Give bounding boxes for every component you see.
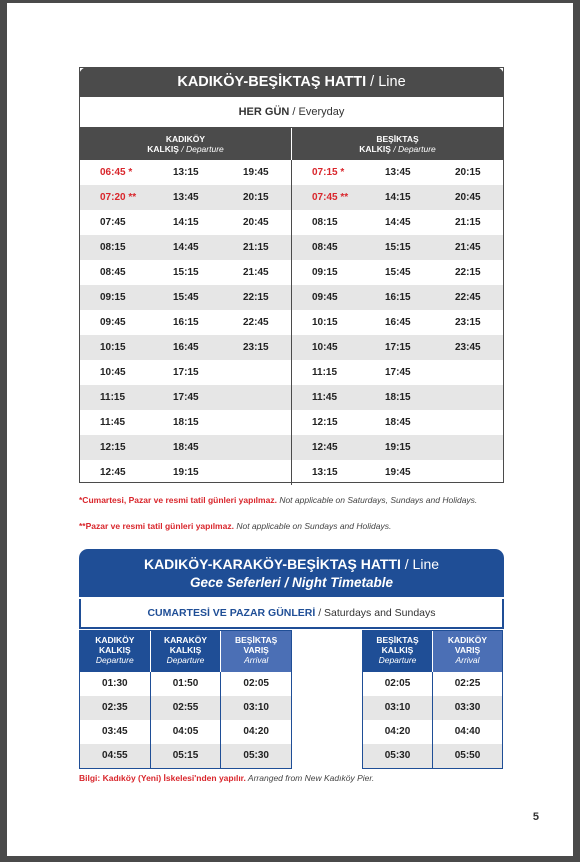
header-station: BEŞİKTAŞ (376, 635, 419, 645)
table-row (363, 744, 502, 768)
kadikoy-departure-header (80, 128, 291, 160)
time-cell: 21:15 (455, 217, 481, 228)
table-row (292, 385, 503, 410)
header-type: KALKIŞ (169, 645, 202, 655)
night-table-title (79, 549, 504, 597)
time-cell: 02:05 (220, 672, 291, 696)
table-row (292, 210, 503, 235)
column-header (432, 631, 502, 672)
night-days-header (79, 599, 504, 629)
page (7, 3, 573, 856)
time-cell: 02:55 (150, 696, 221, 720)
time-cell: 03:45 (102, 726, 128, 737)
info-note (79, 772, 499, 784)
time-cell: 07:15 * (312, 167, 345, 178)
time-cell: 10:45 (100, 367, 126, 378)
time-cell: 08:45 (312, 242, 338, 253)
time-cell: 06:45 * (100, 167, 133, 178)
table-row (292, 285, 503, 310)
header-en: Departure (166, 655, 205, 665)
table-row (80, 260, 291, 285)
time-cell: 04:40 (432, 720, 502, 744)
time-cell: 15:15 (385, 242, 411, 253)
page-number: 5 (532, 811, 539, 823)
kadikoy-night-block (79, 630, 292, 769)
time-cell: 23:15 (243, 342, 269, 353)
besiktas-night-block (362, 630, 503, 769)
time-cell: 14:15 (173, 217, 199, 228)
table-row (80, 460, 291, 485)
header-type: KALKIŞ (381, 645, 414, 655)
time-cell: 13:45 (385, 167, 411, 178)
header-type: VARIŞ (454, 645, 481, 655)
column-header (80, 631, 150, 672)
time-cell: 04:20 (220, 720, 291, 744)
time-cell (222, 460, 291, 485)
time-cell: 12:45 (100, 467, 126, 478)
table-row (292, 185, 503, 210)
table-row (292, 260, 503, 285)
footnote-en: Not applicable on Saturdays, Sundays and Holidays. (276, 495, 478, 505)
days-en: / Saturdays and Sundays (315, 607, 436, 619)
time-cell: 15:45 (173, 292, 199, 303)
besiktas-departure-times (291, 160, 503, 485)
time-cell: 05:50 (432, 744, 502, 768)
header-en: Arrival (455, 655, 480, 665)
time-cell: 05:30 (220, 744, 291, 768)
column-header (150, 631, 221, 672)
time-cell: 09:15 (312, 267, 338, 278)
time-cell: 19:45 (243, 167, 269, 178)
time-cell: 20:45 (243, 217, 269, 228)
time-cell: 17:45 (385, 367, 411, 378)
time-cell: 04:20 (384, 726, 411, 737)
time-cell: 16:45 (385, 317, 411, 328)
table-row (80, 235, 291, 260)
time-cell: 07:45 (100, 217, 126, 228)
time-cell: 14:15 (385, 192, 411, 203)
table-row (292, 460, 503, 485)
time-cell: 22:15 (455, 267, 481, 278)
column-header (363, 631, 432, 672)
time-cell: 21:15 (243, 242, 269, 253)
time-cell: 03:30 (432, 696, 502, 720)
night-title-tr: KADIKÖY-KARAKÖY-BEŞİKTAŞ HATTI (143, 556, 401, 572)
time-cell: 14:45 (385, 217, 411, 228)
time-cell: 05:30 (384, 750, 411, 761)
kadikoy-departure-times (80, 160, 291, 485)
time-cell: 02:35 (102, 702, 128, 713)
time-cell: 18:45 (173, 442, 199, 453)
time-cell: 23:45 (455, 342, 481, 353)
table-row (80, 285, 291, 310)
table-row (80, 696, 291, 720)
time-cell: 21:45 (455, 242, 481, 253)
time-cell: 18:45 (385, 417, 411, 428)
time-cell: 14:45 (173, 242, 199, 253)
table-row (292, 310, 503, 335)
time-cell: 01:50 (150, 672, 221, 696)
time-cell: 18:15 (173, 417, 199, 428)
time-cell: 19:15 (385, 442, 411, 453)
time-cell: 22:15 (243, 292, 269, 303)
time-cell: 16:15 (173, 317, 199, 328)
header-kalkis: KALKIŞ (147, 144, 179, 154)
time-cell: 10:15 (100, 342, 126, 353)
days-tr: CUMARTESİ VE PAZAR GÜNLERİ (147, 607, 316, 619)
table-row (80, 210, 291, 235)
time-cell: 04:05 (150, 720, 221, 744)
time-cell (434, 410, 503, 435)
subheader-tr: HER GÜN (238, 106, 290, 118)
footnote-tr: *Cumartesi, Pazar ve resmi tatil günleri yapılmaz. (79, 495, 277, 505)
table-row (292, 335, 503, 360)
header-station: KADIKÖY (447, 635, 488, 645)
header-station: BEŞİKTAŞ (376, 134, 419, 144)
table-title-tr: KADIKÖY-BEŞİKTAŞ HATTI (177, 74, 367, 90)
table-row (292, 160, 503, 185)
time-cell: 12:15 (100, 442, 126, 453)
header-station: KADIKÖY (165, 134, 206, 144)
time-cell: 19:15 (173, 467, 199, 478)
time-cell (434, 385, 503, 410)
table-row (292, 435, 503, 460)
time-cell: 13:45 (173, 192, 199, 203)
table-row (80, 185, 291, 210)
table-row (80, 335, 291, 360)
table-row (363, 720, 502, 744)
header-kalkis: KALKIŞ (359, 144, 391, 154)
time-cell: 11:45 (100, 417, 126, 428)
subheader-en: / Everyday (289, 106, 345, 118)
time-cell: 18:15 (385, 392, 411, 403)
header-type: VARIŞ (243, 645, 269, 655)
table-row (80, 720, 291, 744)
table-title-en: / Line (366, 74, 406, 90)
header-station: KADIKÖY (95, 635, 135, 645)
time-cell (434, 435, 503, 460)
time-cell: 08:45 (100, 267, 126, 278)
time-cell: 02:25 (432, 672, 502, 696)
table-row (363, 696, 502, 720)
time-cell: 23:15 (455, 317, 481, 328)
time-cell: 13:15 (312, 467, 338, 478)
time-cell: 09:45 (312, 292, 338, 303)
besiktas-departure-header (291, 128, 503, 160)
time-cell (222, 435, 291, 460)
header-station: KARAKÖY (164, 635, 207, 645)
footnote-saturday (79, 494, 499, 506)
time-cell: 03:10 (384, 702, 411, 713)
time-cell: 09:45 (100, 317, 126, 328)
time-cell: 13:15 (173, 167, 199, 178)
table-row (80, 360, 291, 385)
time-cell: 20:15 (243, 192, 269, 203)
time-cell: 21:45 (243, 267, 269, 278)
table-row (80, 310, 291, 335)
time-cell: 10:15 (312, 317, 338, 328)
time-cell: 15:45 (385, 267, 411, 278)
header-en: / Departure (178, 144, 224, 154)
time-cell: 16:45 (173, 342, 199, 353)
table-row (80, 744, 291, 768)
time-cell: 10:45 (312, 342, 338, 353)
info-en: Arranged from New Kadıköy Pier. (245, 773, 375, 783)
time-cell: 17:15 (385, 342, 411, 353)
time-cell: 11:15 (100, 392, 126, 403)
time-cell: 08:15 (312, 217, 338, 228)
header-en: Arrival (244, 655, 269, 665)
time-cell: 12:45 (312, 442, 338, 453)
column-headers (80, 128, 503, 160)
column-header (220, 631, 291, 672)
time-cell: 20:15 (455, 167, 481, 178)
time-cell: 07:20 ** (100, 192, 137, 203)
time-cell: 16:15 (385, 292, 411, 303)
night-title-en: / Line (400, 556, 440, 572)
info-tr: Bilgi: Kadıköy (Yeni) İskelesi'nden yapılır. (79, 773, 246, 783)
footnote-tr: **Pazar ve resmi tatil günleri yapılmaz. (79, 521, 234, 531)
table-row (80, 385, 291, 410)
time-cell: 22:45 (455, 292, 481, 303)
time-cell (222, 385, 291, 410)
time-cell: 11:15 (312, 367, 338, 378)
kadikoy-besiktas-table (79, 67, 504, 483)
header-type: KALKIŞ (99, 645, 131, 655)
header-en: / Departure (390, 144, 436, 154)
time-cell: 05:15 (150, 744, 221, 768)
time-cell: 01:30 (102, 678, 128, 689)
table-row (363, 672, 502, 696)
time-cell: 12:15 (312, 417, 338, 428)
time-cell: 17:45 (173, 392, 199, 403)
table-row (80, 410, 291, 435)
time-cell: 19:45 (385, 467, 411, 478)
table-row (292, 410, 503, 435)
footnote-en: Not applicable on Sundays and Holidays. (233, 521, 392, 531)
time-cell (434, 460, 503, 485)
time-cell: 02:05 (384, 678, 411, 689)
table-title (79, 67, 504, 97)
table-row (292, 360, 503, 385)
table-row (80, 435, 291, 460)
time-cell: 03:10 (220, 696, 291, 720)
table-row (80, 672, 291, 696)
header-en: Departure (378, 655, 417, 665)
time-cell: 04:55 (102, 750, 128, 761)
header-en: Departure (95, 655, 134, 665)
table-row (80, 160, 291, 185)
time-cell (222, 360, 291, 385)
time-cell: 07:45 ** (312, 192, 349, 203)
time-cell (434, 360, 503, 385)
time-cell: 17:15 (173, 367, 199, 378)
time-cell: 20:45 (455, 192, 481, 203)
table-subheader (80, 97, 503, 128)
time-cell: 08:15 (100, 242, 126, 253)
table-row (292, 235, 503, 260)
night-subtitle: Gece Seferleri / Night Timetable (189, 575, 394, 590)
time-cell: 15:15 (173, 267, 199, 278)
time-cell: 09:15 (100, 292, 126, 303)
footnote-sunday (79, 520, 499, 532)
time-cell: 11:45 (312, 392, 338, 403)
time-cell: 22:45 (243, 317, 269, 328)
time-cell (222, 410, 291, 435)
header-station: BEŞİKTAŞ (235, 635, 278, 645)
